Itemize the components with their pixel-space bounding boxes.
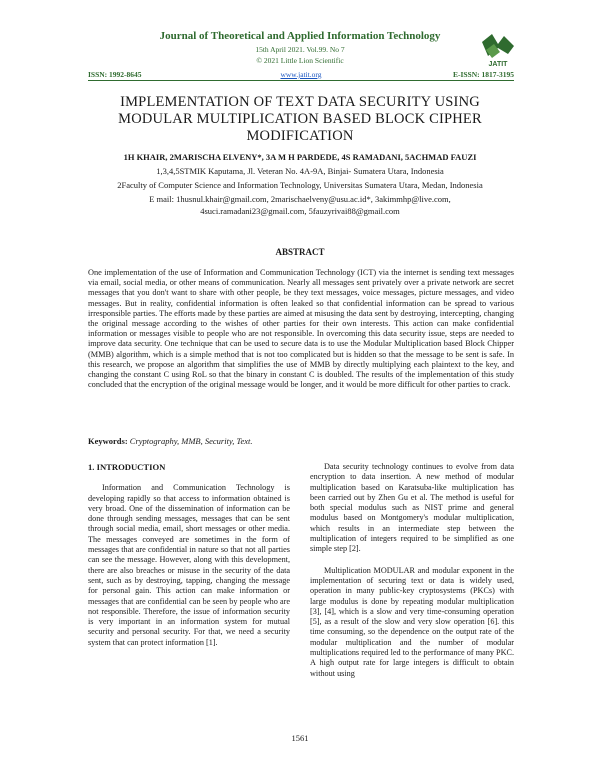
keywords <box>88 436 514 446</box>
website-link[interactable]: www.jatit.org <box>280 70 322 79</box>
right-column <box>310 462 514 690</box>
intro-paragraph-1: Information and Communication Technology is developing rapidly so that access to information obtained is very broad. One of the dissemination of information can be done through sending messages, messages that can be sent through social media, email, short messages or other media. The messages conveyed are sometimes in the form of messages that are confidential in nature so that not all parties can see the message. However, along with this development, there are also breaches or misuse in the security of the data sent, such as by destroying, tapping, changing the message for personal gain. This action can make information or messages that are confidential can be seen by people who are not responsible. Therefore, the issue of information security is very important in an information system for mutual security and personal security. For that, we need a security system that can protect information [1]. <box>88 483 290 647</box>
author-emails-line-2: 4suci.ramadani23@gmail.com, 5fauzyrivai88@gmail.com <box>200 206 400 216</box>
intro-paragraph-3: Multiplication MODULAR and modular exponent in the implementation of securing text or data is widely used, operation in many public-key cryptosystems (PKCs) with large modulus is done by repeating modular multiplication [3], [4], which is a slow and very time-consuming operation [5], as a result of the slow and very slow operation [6]. this time consuming, so the dependence on the output rate of the modular multiplication and the number of modular multiplications required led to the performance of many PKC. A high output rate for large integers is difficult to obtain without using <box>310 565 514 678</box>
intro-paragraph-2: Data security technology continues to evolve from data encryption to data insertion. A new method of modular multiplication based on Karatsuba-like multiplication has been carried out by Zhen Gu et al. The method is useful for both special modulus such as NIST prime and general modulus based on Montgomery's modular multiplication, which results in an intermediate step between the multiplication of integers required to be simplified as one simple step [2]. <box>310 462 514 554</box>
affiliation-1: 1,3,4,5STMIK Kaputama, Jl. Veteran No. 4A-9A, Binjai- Sumatera Utara, Indonesia <box>156 166 444 176</box>
abstract-body: One implementation of the use of Information and Communication Technology (ICT) via the internet is sending text messages via email, social media, or other means of communication. Nearly all messages sent privately over a private network are secret messages that you don't want to share with other people, be they text messages, voice messages, picture messages, and video messages. But in reality, confidential information is often leaked so that confidential information can be spread to various irresponsible parties. The efforts made by these parties are aimed at misusing the data sent by destroying, intercepting, changing the original message according to the wishes of other parties for their own interests. This action can make confidential information or messages visible to people who are not responsible. In overcoming this data security issue, steps are needed to improve data security. One technique that can be used to secure data is to use the Modular Multiplication based Block Chipper (MMB) algorithm, which is a simple method that is not too complicated but is hidden so that the message to be sent is safe. In this research, we propose an algorithm that simplifies the use of MMB by directly multiplying each plaintext to the key, and changing the constant C using RoL so that the binary in constant C is doubled. The results of the implementation of this study concluded that the encryption of the original message would be longer, and it would be more difficult for other parties to crack. <box>88 268 514 390</box>
left-column <box>88 462 290 659</box>
affiliation-2: 2Faculty of Computer Science and Information Technology, Universitas Sumatera Utara, Medan, Indonesia <box>117 180 483 190</box>
journal-logo <box>478 32 518 68</box>
section-heading-introduction: 1. INTRODUCTION <box>88 462 166 472</box>
issue-date: 15th April 2021. Vol.99. No 7 <box>255 45 345 54</box>
page-number: 1561 <box>291 733 309 743</box>
logo-text: JATIT <box>488 61 508 68</box>
keywords-label: Keywords: <box>88 436 128 446</box>
author-list: 1H KHAIR, 2MARISCHA ELVENY*, 3A M H PARDEDE, 4S RAMADANI, 5ACHMAD FAUZI <box>123 152 477 162</box>
paper-title: IMPLEMENTATION OF TEXT DATA SECURITY USING MODULAR MULTIPLICATION BASED BLOCK CIPHER MODIFICATION <box>118 94 482 144</box>
copyright: © 2021 Little Lion Scientific <box>256 56 344 65</box>
issn-electronic: E-ISSN: 1817-3195 <box>452 70 514 79</box>
header-divider <box>88 80 514 81</box>
author-emails-line-1: E mail: 1husnul.khair@gmail.com, 2marischaelveny@usu.ac.id*, 3akimmhp@live.com, <box>149 194 451 204</box>
keywords-value: Cryptography, MMB, Security, Text. <box>129 436 253 446</box>
abstract-heading: ABSTRACT <box>275 247 325 257</box>
journal-title: Journal of Theoretical and Applied Information Technology <box>159 30 441 42</box>
issn-print: ISSN: 1992-8645 <box>88 70 142 79</box>
